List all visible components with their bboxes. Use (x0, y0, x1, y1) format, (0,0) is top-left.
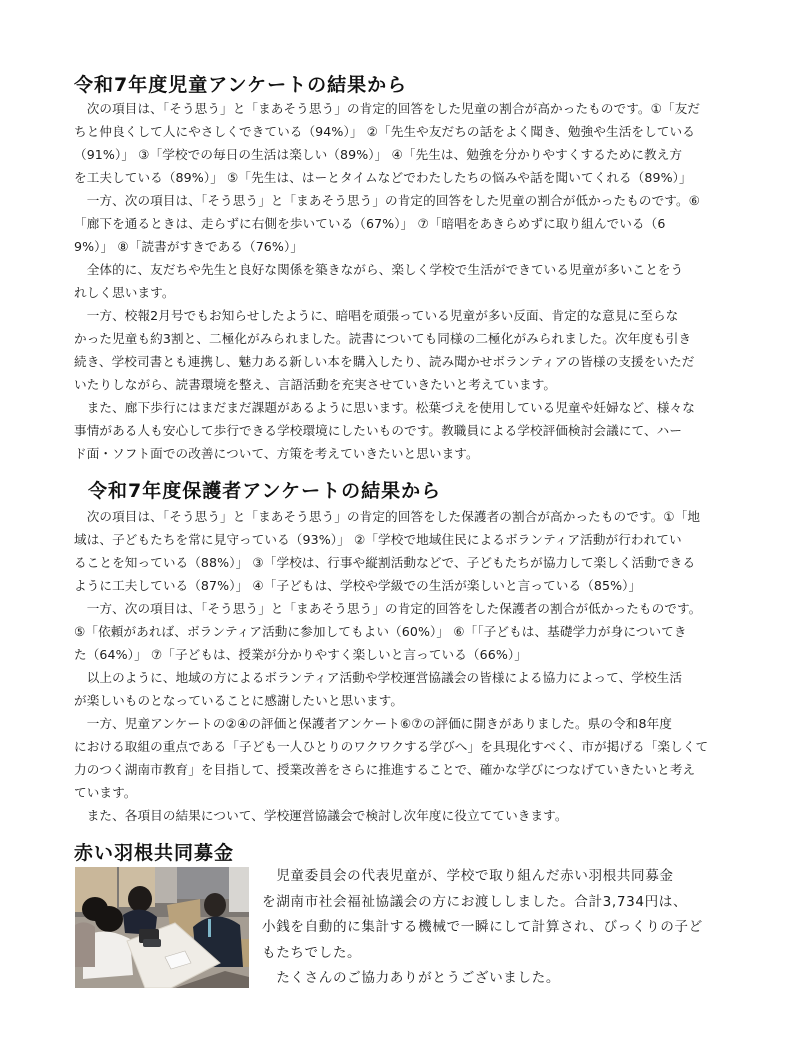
body-line: また、廊下歩行にはまだまだ課題があるように思います。松葉づえを使用している児童や妊婦など、様々な (74, 400, 695, 415)
body-line: 一方、次の項目は、「そう思う」と「まあそう思う」の肯定的回答をした保護者の割合が低かったものです。 (74, 601, 702, 616)
body-line: ⑤「依頼があれば、ボランティア活動に参加してもよい（60%）」 ⑥「「子どもは、基礎学力が身についてき (74, 624, 687, 639)
body-line: における取組の重点である「子ども一人ひとりのワクワクする学びへ」を具現化すべく、市が掲げる「楽しくて (74, 739, 709, 754)
body-line: が楽しいものとなっていることに感謝したいと思います。 (74, 693, 404, 708)
body-line: 児童委員会の代表児童が、学校で取り組んだ赤い羽根共同募金 (262, 868, 674, 884)
parent-survey-title: 令和7年度保護者アンケートの結果から (88, 480, 442, 502)
body-line: 一方、次の項目は、「そう思う」と「まあそう思う」の肯定的回答をした児童の割合が低かったものです。⑥ (74, 193, 701, 208)
body-line: 事情がある人も安心して歩行できる学校環境にしたいものです。教職員による学校評価検討会議にて、ハー (74, 423, 683, 438)
body-line: 9%）」 ⑧「読書がすきである（76%）」 (74, 239, 304, 254)
body-line: また、各項目の結果について、学校運営協議会で検討し次年度に役立てていきます。 (74, 808, 568, 823)
body-line: 域は、子どもたちを常に見守っている（93%）」 ②「学校で地域住民によるボランティア活動が行われてい (74, 532, 682, 547)
body-line: 力のつく湖南市教育」を目指して、授業改善をさらに推進することで、確かな学びにつなげていきたいと考え (74, 762, 696, 777)
body-line: 小銭を自動的に集計する機械で一瞬にして計算され、びっくりの子ど (262, 919, 703, 935)
body-line: 次の項目は、「そう思う」と「まあそう思う」の肯定的回答をした児童の割合が高かったものです。①「友だ (74, 101, 701, 116)
body-line: 以上のように、地域の方によるボランティア活動や学校運営協議会の皆様による協力によって、学校生活 (74, 670, 683, 685)
body-line: かった児童も約3割と、二極化がみられました。読書についても同様の二極化がみられました。次年度も引き (74, 331, 692, 346)
body-line: ています。 (74, 785, 137, 800)
body-line: を湖南市社会福祉協議会の方にお渡ししました。合計3,734円は、 (262, 893, 688, 910)
donation-photo (75, 867, 249, 988)
body-line: ように工夫している（87%）」 ④「子どもは、学校や学級での生活が楽しいと言っている（85%）」 (74, 578, 642, 593)
body-line: ちと仲良くして人にやさしくできている（94%）」 ②「先生や友だちの話をよく聞き、勉強や生活をしている (74, 124, 695, 139)
body-line: 一方、校報2月号でもお知らせしたように、暗唱を頑張っている児童が多い反面、肯定的な意見に至らな (74, 308, 679, 323)
body-line: もたちでした。 (262, 944, 362, 961)
parent-survey-body (74, 505, 734, 827)
body-line: れしく思います。 (74, 285, 175, 300)
student-survey-body (74, 97, 734, 465)
red-feather-body (262, 864, 732, 992)
body-line: 次の項目は、「そう思う」と「まあそう思う」の肯定的回答をした保護者の割合が高かったものです。①「地 (74, 509, 701, 524)
body-line: 「廊下を通るときは、走らずに右側を歩いている（67%）」 ⑦「暗唱をあきらめずに取り組んでいる（6 (74, 216, 666, 231)
body-line: ド面・ソフト面での改善について、方策を考えていきたいと思います。 (74, 446, 479, 461)
body-line: たくさんのご協力ありがとうございました。 (262, 970, 561, 986)
red-feather-title: 赤い羽根共同募金 (74, 842, 235, 864)
body-line: いたりしながら、読書環境を整え、言語活動を充実させていきたいと考えています。 (74, 377, 557, 392)
body-line: 全体的に、友だちや先生と良好な関係を築きながら、楽しく学校で生活ができている児童が多いことをう (74, 262, 684, 277)
student-survey-title: 令和7年度児童アンケートの結果から (74, 74, 408, 96)
body-line: た（64%）」 ⑦「子どもは、授業が分かりやすく楽しいと言っている（66%）」 (74, 647, 527, 662)
photo-illustration (75, 867, 249, 988)
body-line: （91%）」 ③「学校での毎日の生活は楽しい（89%）」 ④「先生は、勉強を分かりやすくするために教え方 (74, 147, 683, 162)
body-line: 続き、学校司書とも連携し、魅力ある新しい本を購入したり、読み聞かせボランティアの皆様の支援をいただ (74, 354, 695, 369)
body-line: 一方、児童アンケートの②④の評価と保護者アンケート⑥⑦の評価に開きがありました。県の令和8年度 (74, 716, 672, 731)
body-line: を工夫している（89%）」 ⑤「先生は、はーとタイムなどでわたしたちの悩みや話を聞いてくれる（89%）」 (74, 170, 692, 185)
body-line: ることを知っている（88%）」 ③「学校は、行事や縦割活動などで、子どもたちが協力して楽しく活動できる (74, 555, 696, 570)
